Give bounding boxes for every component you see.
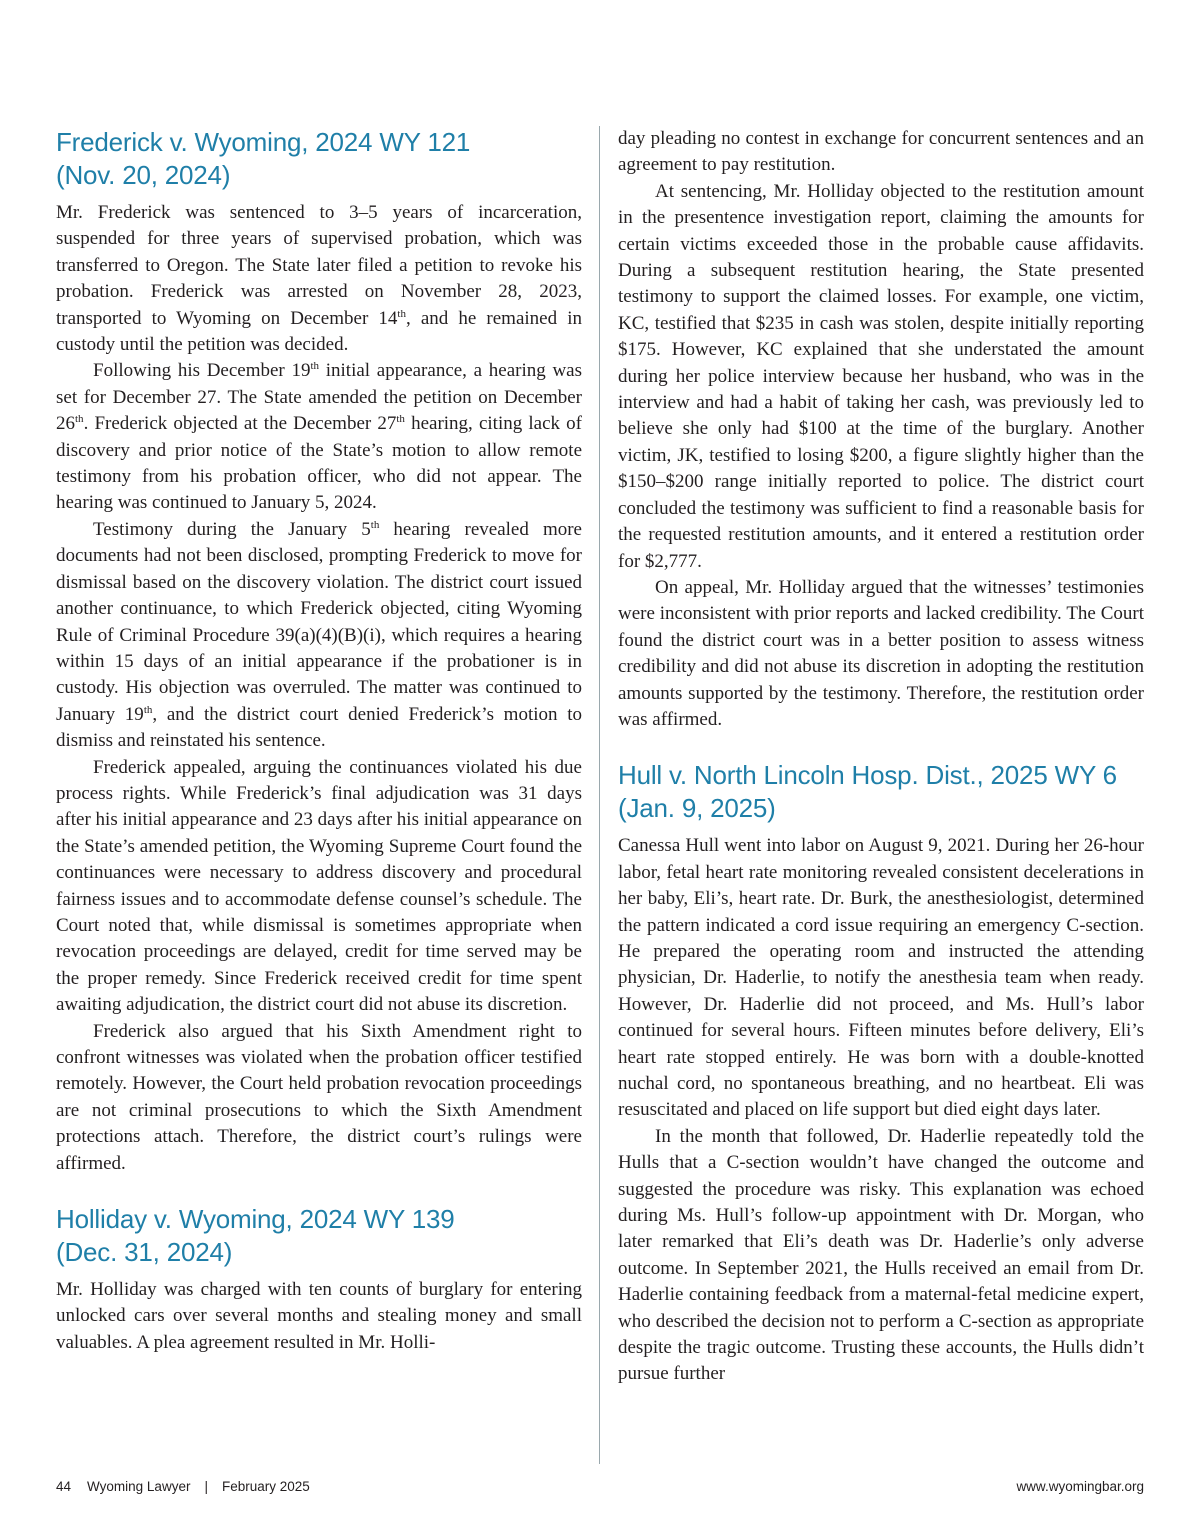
right-column <box>618 126 1144 1388</box>
holliday-paragraph-2: At sentencing, Mr. Holliday objected to the restitution amount in the presentence investigation report, claiming the amounts for certain victims exceeded those in the probable cause affidavits. During a subsequent restitution hearing, the State presented testimony to support the claimed losses. For example, one victim, KC, testified that $235 in cash was stolen, despite initially reporting $175. However, KC explained that she understated the amount during her police interview because her husband, who was in the interview and had a habit of taking her cash, was previously led to believe she only had $100 at the time of the burglary. Another victim, JK, testified to losing $200, a figure slightly higher than the $150–$200 range initially reported to police. The district court concluded the testimony was sufficient to find a reasonable basis for the requested restitution amounts, and it entered a restitution order for $2,777. <box>618 180 1144 572</box>
footer-left <box>56 1479 310 1494</box>
page-number: 44 <box>56 1479 72 1494</box>
holliday-paragraph-1: Mr. Holliday was charged with ten counts of burglary for entering unlocked cars over several months and stealing money and small valuables. A plea agreement resulted in Mr. Holli- <box>56 1279 582 1353</box>
frederick-case-title: Frederick v. Wyoming, 2024 WY 121 (Nov. 20, 2024) <box>56 127 471 190</box>
holliday-case-title: Holliday v. Wyoming, 2024 WY 139 (Dec. 31, 2024) <box>56 1204 455 1268</box>
holliday-paragraph-3: On appeal, Mr. Holliday argued that the witnesses’ testimonies were inconsistent with prior reports and lacked credibility. The Court found the district court was in a better position to assess witness credibility and did not abuse its discretion in adopting the restitution amounts supported by the testimony. Therefore, the restitution order was affirmed. <box>618 576 1144 730</box>
hull-paragraph-1: Canessa Hull went into labor on August 9, 2021. During her 26-hour labor, fetal heart rate monitoring revealed consistent decelerations in her baby, Eli’s, heart rate. Dr. Burk, the anesthesiologist, determined the pattern indicated a cord issue requiring an emergency C-section. He prepared the operating room and instructed the attending physician, Dr. Haderlie, to notify the anesthesia team when ready. However, Dr. Haderlie did not proceed, and Ms. Hull’s labor continued for several hours. Fifteen minutes before delivery, Eli’s heart rate stopped entirely. He was born with a double-knotted nuchal cord, no spontaneous breathing, and no heartbeat. Eli was resuscitated and placed on life support but died eight days later. <box>618 835 1144 1121</box>
holliday-paragraph-1-continued: day pleading no contest in exchange for concurrent sentences and an agreement to pay restitution. <box>618 128 1144 176</box>
issue-date: February 2025 <box>221 1479 310 1494</box>
website-link[interactable]: www.wyomingbar.org <box>1016 1479 1144 1494</box>
hull-case-title: Hull v. North Lincoln Hosp. Dist., 2025 WY 6 (Jan. 9, 2025) <box>618 760 1117 824</box>
frederick-paragraph-1: Mr. Frederick was sentenced to 3–5 years of incarceration, suspended for three years of supervised probation, which was transferred to Oregon. The State later filed a petition to revoke his probation. Frederick was arrested on November 28, 2023, transported to Wyoming on December 14th, and he remained in custody until the petition was decided. <box>56 202 582 356</box>
frederick-paragraph-3: Testimony during the January 5th hearing revealed more documents had not been disclosed, prompting Frederick to move for dismissal based on the discovery violation. The district court issued another continuance, to which Frederick objected, citing Wyoming Rule of Criminal Procedure 39(a)(4)(B)(i), which requires a hearing within 15 days of an initial appearance if the probationer is in custody. His objection was overruled. The matter was continued to January 19th, and the district court denied Frederick’s motion to dismiss and reinstated his sentence. <box>56 518 583 752</box>
left-column <box>56 126 582 1356</box>
hull-paragraph-2: In the month that followed, Dr. Haderlie repeatedly told the Hulls that a C-section wouldn’t have changed the outcome and suggested the procedure was risky. This explanation was echoed during Ms. Hull’s follow-up appointment with Dr. Morgan, who later remarked that Eli’s death was Dr. Haderlie’s only adverse outcome. In September 2021, the Hulls received an email from Dr. Haderlie containing feedback from a maternal-fetal medicine expert, who described the decision not to perform a C-section as appropriate despite the tragic outcome. Trusting these accounts, the Hulls didn’t pursue further <box>618 1125 1144 1385</box>
frederick-paragraph-5: Frederick also argued that his Sixth Amendment right to confront witnesses was violated when the probation officer testified remotely. However, the Court held probation revocation proceedings are not criminal prosecutions to which the Sixth Amendment protections attach. Therefore, the district court’s rulings were affirmed. <box>56 1020 582 1174</box>
publication-name: Wyoming Lawyer <box>87 1479 191 1494</box>
frederick-paragraph-2: Following his December 19th initial appearance, a hearing was set for December 27. The State amended the petition on December 26th. Frederick objected at the December 27th hearing, citing lack of discovery and prior notice of the State’s motion to allow remote testimony from his probation officer, who did not appear. The hearing was continued to January 5, 2024. <box>56 360 583 514</box>
column-divider <box>599 126 600 1464</box>
frederick-paragraph-4: Frederick appealed, arguing the continuances violated his due process rights. While Frederick’s final adjudication was 31 days after his initial appearance and 23 days after his initial appearance on the State’s amended petition, the Wyoming Supreme Court found the continuances were necessary to address discovery and procedural fairness issues and to accommodate defense counsel’s schedule. The Court noted that, while dismissal is sometimes appropriate when revocation proceedings are delayed, credit for time served may be the proper remedy. Since Frederick received credit for time spent awaiting adjudication, the district court did not abuse its discretion. <box>56 756 582 1016</box>
footer-separator: | <box>204 1479 208 1494</box>
